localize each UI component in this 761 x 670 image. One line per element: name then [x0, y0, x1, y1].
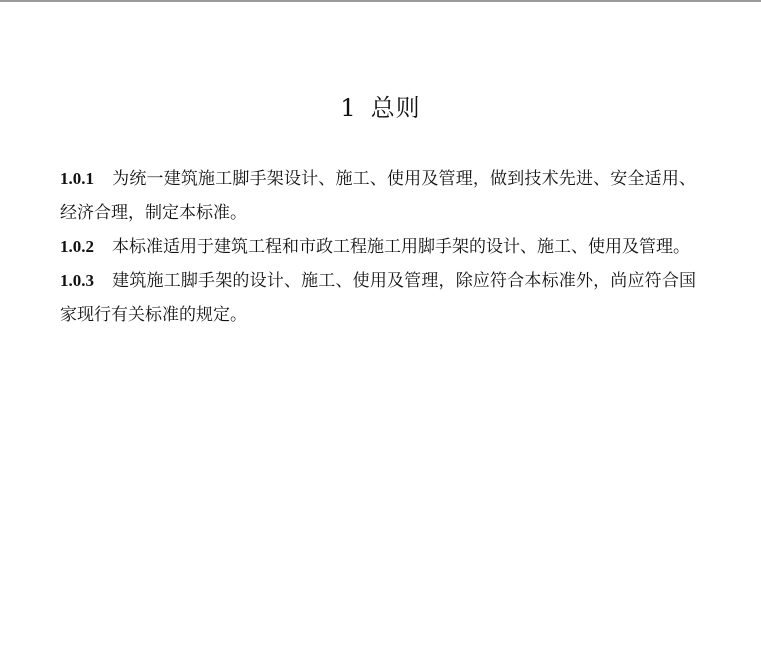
clause-list	[60, 162, 696, 332]
clause-text: 为统一建筑施工脚手架设计、施工、使用及管理，做到技术先进、安全适用、经济合理，制定本标准。	[60, 169, 696, 223]
chapter-heading	[0, 88, 761, 123]
clause-1-0-2	[60, 230, 696, 264]
clause-1-0-3	[60, 264, 696, 332]
chapter-title: 总则	[370, 94, 421, 122]
clause-text: 本标准适用于建筑工程和市政工程施工用脚手架的设计、施工、使用及管理。	[112, 237, 690, 257]
clause-number: 1.0.1	[60, 169, 94, 188]
clause-1-0-1	[60, 162, 696, 230]
clause-text: 建筑施工脚手架的设计、施工、使用及管理，除应符合本标准外，尚应符合国家现行有关标准的规定。	[60, 271, 696, 325]
clause-number: 1.0.2	[60, 237, 94, 256]
chapter-number: 1	[340, 94, 357, 122]
clause-number: 1.0.3	[60, 271, 94, 290]
